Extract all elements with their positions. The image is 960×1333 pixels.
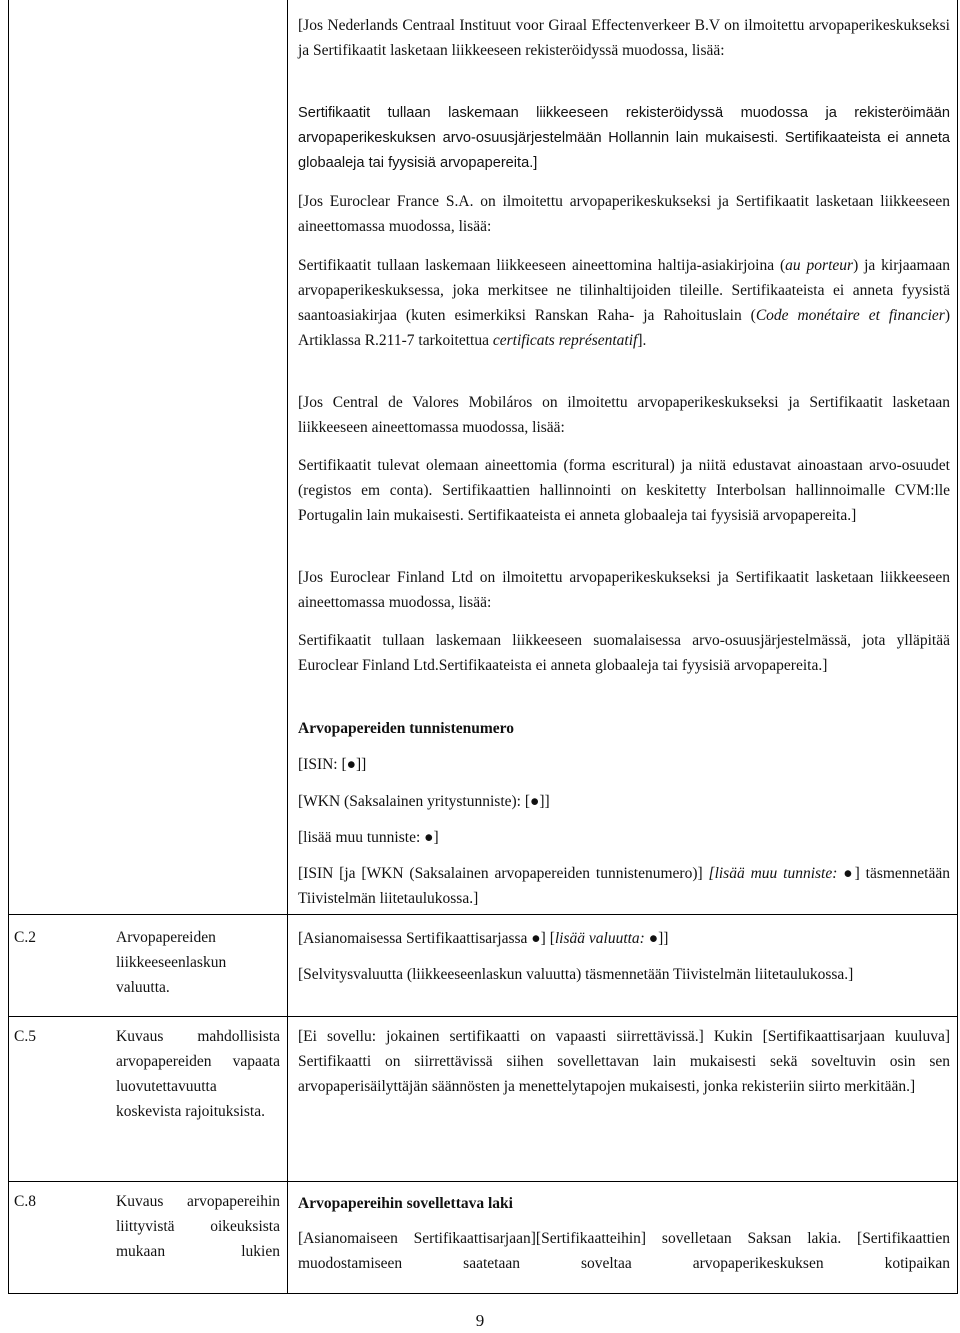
paragraph-settlement-currency: [Selvitysvaluutta (liikkeeseenlaskun valuutta) täsmennetään Tiivistelmän liitetaulukossa.] <box>298 966 854 983</box>
row-number: C.2 <box>14 929 36 946</box>
row-title: Kuvaus mahdollisista arvopapereiden vapaata luovutettavuutta koskevista rajoituksista. <box>116 1028 280 1120</box>
table-column-divider <box>287 0 288 1293</box>
row-number: C.5 <box>14 1028 36 1045</box>
row-title: Arvopapereiden liikkeeseenlaskun valuutta. <box>116 929 227 996</box>
paragraph-nederlands-body: Sertifikaatit tullaan laskemaan liikkeeseen rekisteröidyssä muodossa ja rekisteröimään arvopaperikeskuksen arvo-osuusjärjestelmään Hollannin lain mukaisesti. Sertifikaateista ei anneta globaaleja tai fyysisiä arvopapereita.] <box>298 105 950 171</box>
paragraph-finland-body: Sertifikaatit tullaan laskemaan liikkeeseen suomalaisessa arvo-osuusjärjestelmässä, jota ylläpitää Euroclear Finland Ltd.Sertifikaateista ei anneta globaaleja tai fyysisiä arvopapereita.] <box>298 632 950 674</box>
currency-line: [Asianomaisessa Sertifikaattisarjassa ●] [lisää valuutta: ●]] <box>298 930 669 947</box>
table-border-bottom <box>8 1293 958 1294</box>
wkn-line: [WKN (Saksalainen yritystunniste): [●]] <box>298 793 550 810</box>
other-id-line: [lisää muu tunniste: ●] <box>298 829 439 846</box>
paragraph-governing-law: [Asianomaiseen Sertifikaattisarjaan][Sertifikaatteihin] sovelletaan Saksan lakia. [Sertifikaattien muodostamiseen saatetaan soveltaa arvopaperikeskuksen kotipaikan <box>298 1230 950 1272</box>
row-number: C.8 <box>14 1193 36 1210</box>
paragraph-nederlands-condition: [Jos Nederlands Centraal Instituut voor Giraal Effectenverkeer B.V on ilmoitettu arvopaperikeskukseksi ja Sertifikaatit lasketaan liikkeeseen rekisteröidyssä muodossa, lisää: <box>298 17 950 59</box>
paragraph-france-condition: [Jos Euroclear France S.A. on ilmoitettu arvopaperikeskukseksi ja Sertifikaatit lasketaan liikkeeseen aineettomassa muodossa, lisää: <box>298 193 950 235</box>
page-number: 9 <box>475 1311 485 1330</box>
paragraph-france-body: Sertifikaatit tullaan laskemaan liikkeeseen aineettomina haltija-asiakirjoina (au porteur) ja kirjaamaan arvopaperikeskuksessa, joka merkitsee ne tilinhaltijoiden tileille. Sertifikaateista ei anneta fyysistä saantoasiakirjaa (kuten esimerkiksi Ranskan Raha- ja Rahoituslain (Code monétaire et financier) Artiklassa R.211-7 tarkoitettua certificats représentatif]. <box>298 257 951 349</box>
paragraph-transferability: [Ei sovellu: jokainen sertifikaatti on vapaasti siirrettävissä.] Kukin [Sertifikaattisarjaan kuuluva] Sertifikaatti on siirrettävissä siihen sovellettavan lain mukaisesti sekä soveltuvin osin sen arvopaperisäilyttäjän säännösten ja menettelytapojen mukaisesti, jonka rekisteriin siirto merkitään.] <box>298 1028 950 1095</box>
heading-governing-law: Arvopapereihin sovellettava laki <box>298 1195 513 1212</box>
row-c5-label <box>8 1024 286 1174</box>
row-c2-label <box>8 925 286 1005</box>
paragraph-finland-condition: [Jos Euroclear Finland Ltd on ilmoitettu arvopaperikeskukseksi ja Sertifikaatit lasketaan liikkeeseen aineettomassa muodossa, lisää: <box>298 569 950 611</box>
heading-security-id: Arvopapereiden tunnistenumero <box>298 720 515 737</box>
paragraph-portugal-body: Sertifikaatit tulevat olemaan aineettomia (forma escritural) ja niitä edustavat ainoastaan arvo-osuudet (registos em conta). Sertifikaattien hallinnointi on keskitetty Interbolsan hallinnoimalle CVM:lle Portugalin lain mukaisesti. Sertifikaateista ei anneta globaaleja tai fyysisiä arvopapereita.] <box>298 457 950 524</box>
row-c8-label <box>8 1189 286 1289</box>
isin-line: [ISIN: [●]] <box>298 756 367 773</box>
table-border-right <box>957 0 958 1293</box>
paragraph-id-annex: [ISIN [ja [WKN (Saksalainen arvopapereiden tunnistenumero)] [lisää muu tunniste: ●] täsmennetään Tiivistelmän liitetaulukossa.] <box>298 865 950 907</box>
content-column <box>298 0 950 1293</box>
paragraph-portugal-condition: [Jos Central de Valores Mobiláros on ilmoitettu arvopaperikeskukseksi ja Sertifikaatit lasketaan liikkeeseen aineettomassa muodossa, lisää: <box>298 394 950 436</box>
row-title: Kuvaus arvopapereihin liittyvistä oikeuksista mukaan lukien <box>116 1193 280 1260</box>
